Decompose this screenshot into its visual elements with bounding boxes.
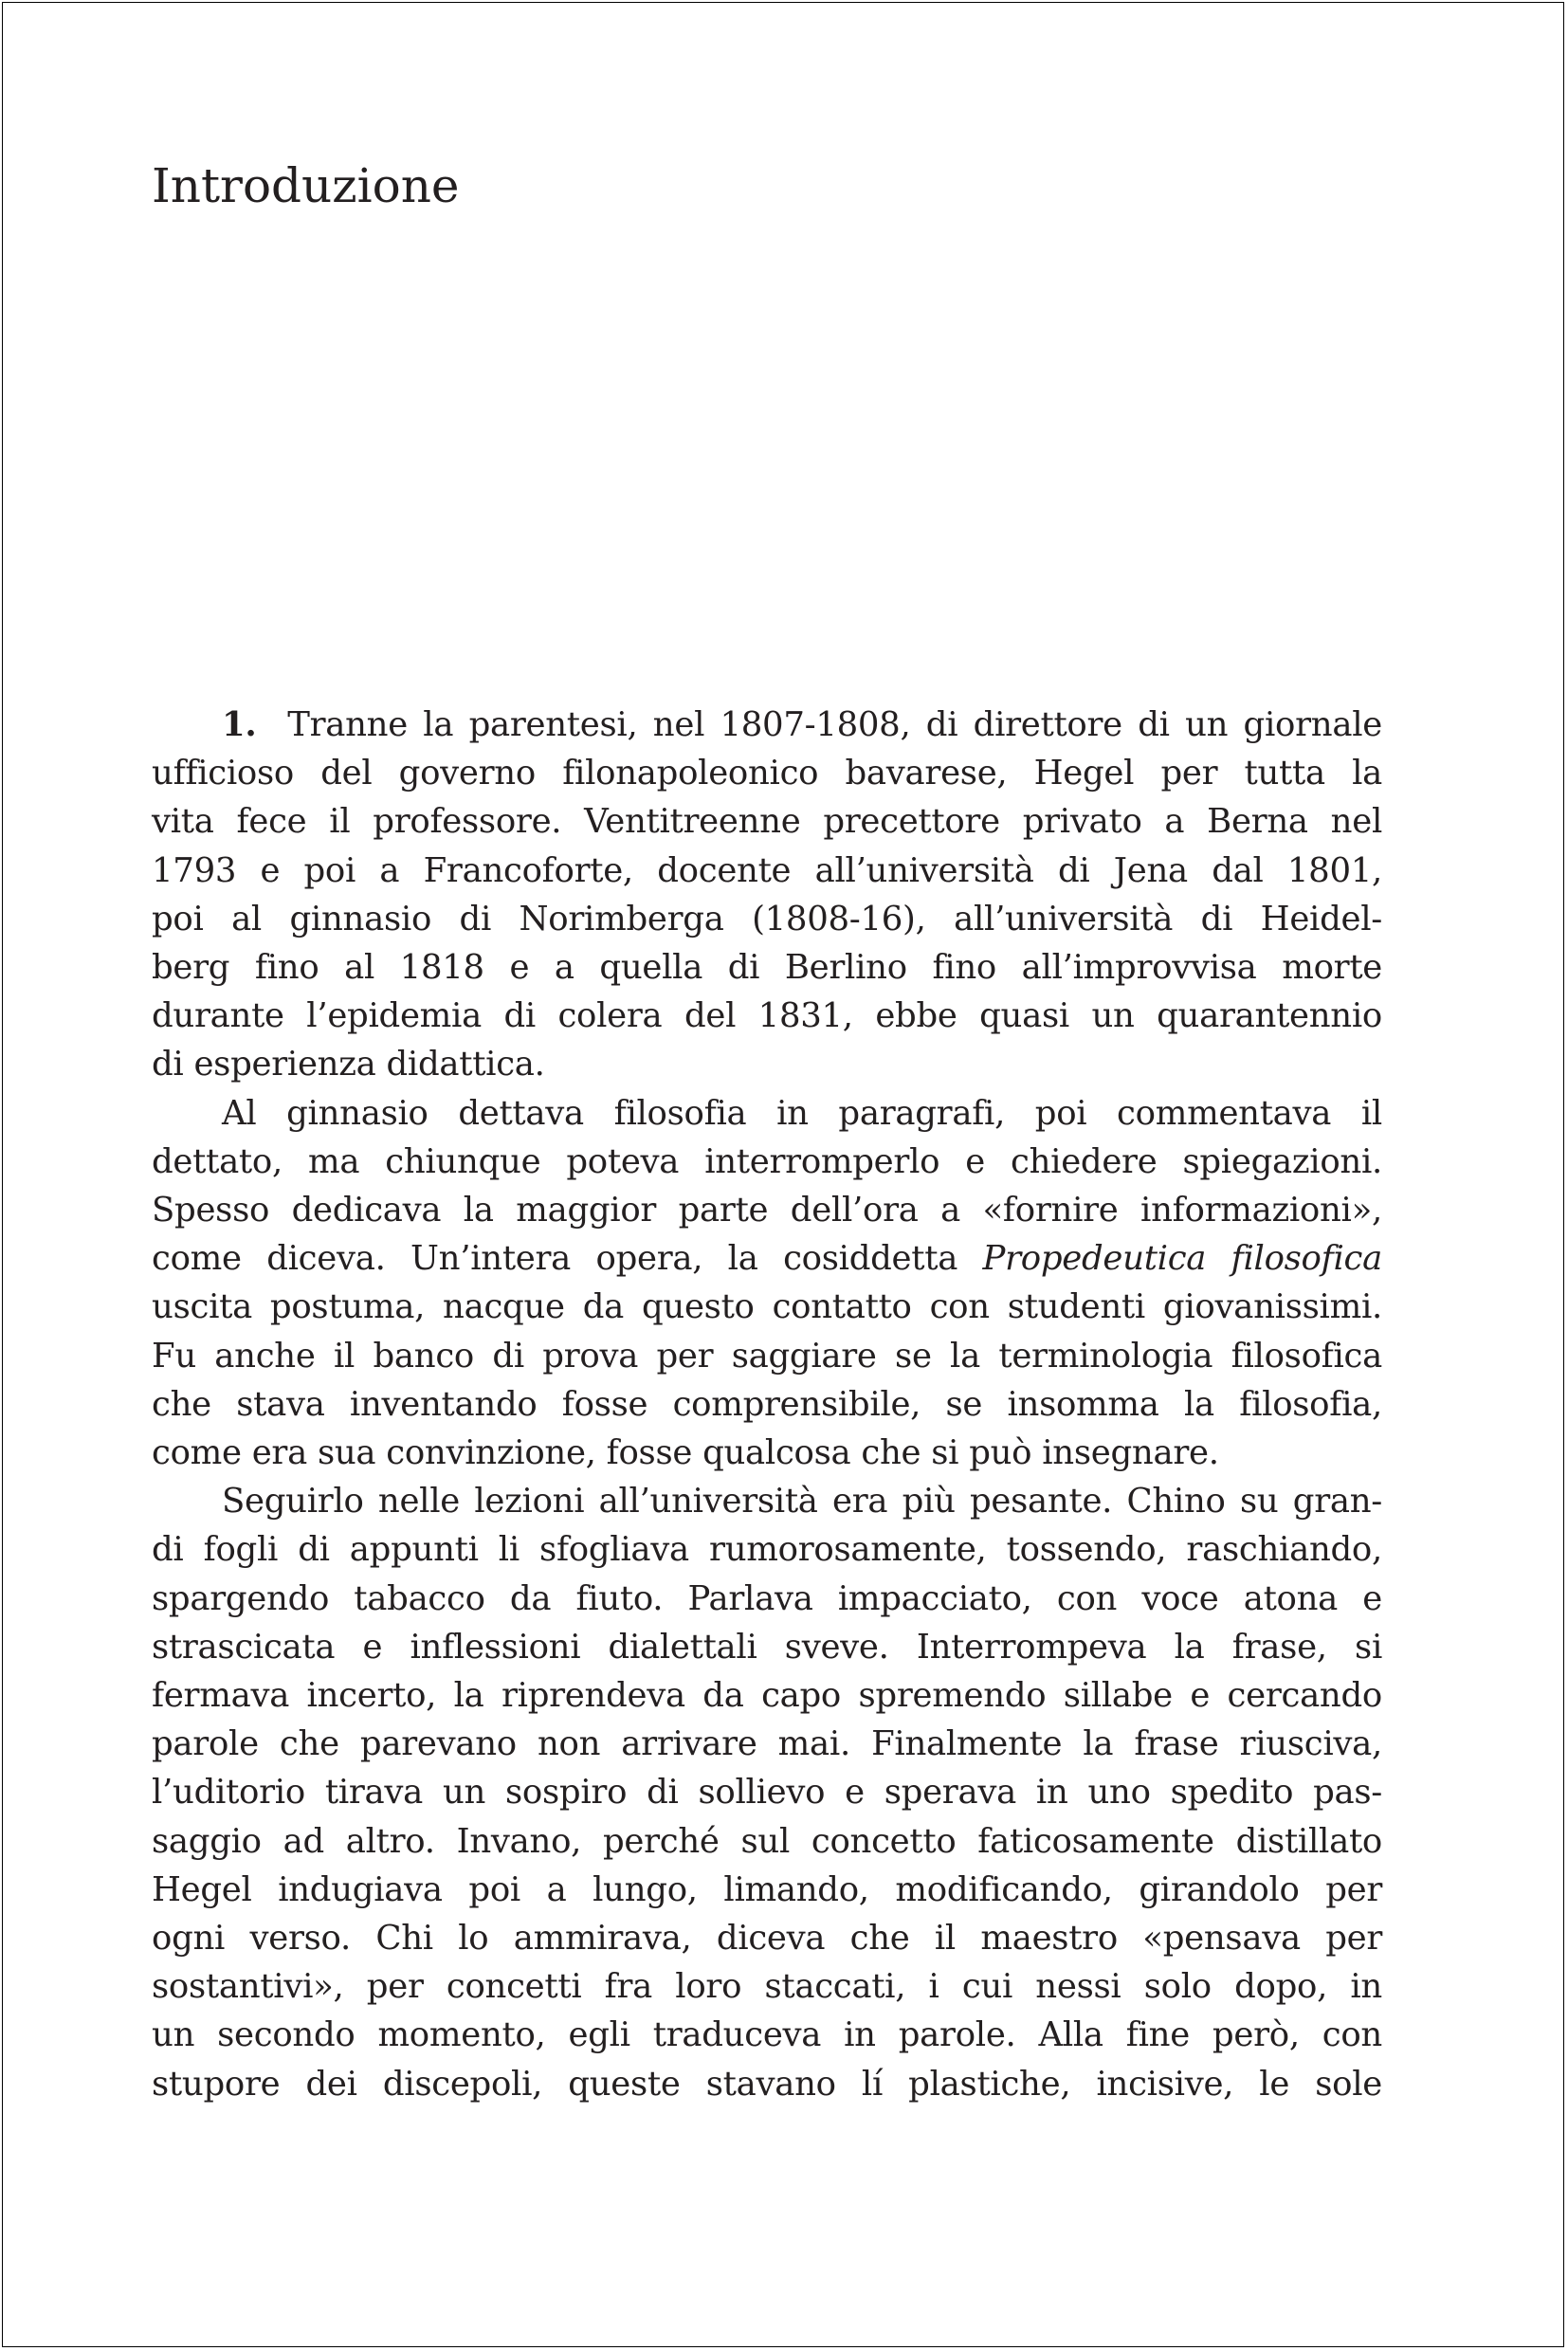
text-line: spargendo tabacco da fiuto. Parlava impacciato, con voce atona e: [152, 1578, 1382, 1618]
paragraph-3: [152, 1477, 1382, 2108]
text-line: Spesso dedicava la maggior parte dell’ora a «fornire informazioni»,: [152, 1191, 1382, 1230]
text-line: ogni verso. Chi lo ammirava, diceva che il maestro «pensava per: [152, 1919, 1382, 1959]
text-line: Hegel indugiava poi a lungo, limando, modificando, girandolo per: [152, 1869, 1382, 1909]
text-line: Al ginnasio dettava filosofia in paragrafi, poi commentava il: [222, 1093, 1382, 1133]
text-line: dettato, ma chiunque poteva interromperlo e chiedere spiegazioni.: [152, 1141, 1382, 1181]
text-line: berg fino al 1818 e a quella di Berlino fino all’improvvisa morte: [152, 948, 1382, 988]
text-line: 1793 e poi a Francoforte, docente all’università di Jena dal 1801,: [152, 850, 1382, 890]
text-line: di fogli di appunti li sfogliava rumorosamente, tossendo, raschiando,: [152, 1530, 1382, 1570]
text-line: sostantivi», per concetti fra loro staccati, i cui nessi solo dopo, in: [152, 1967, 1382, 2007]
text-line: Seguirlo nelle lezioni all’università era più pesante. Chino su gran-: [222, 1482, 1382, 1522]
text-line: che stava inventando fosse comprensibile, se insomma la filosofia,: [152, 1384, 1382, 1424]
text-line: l’uditorio tirava un sospiro di sollievo e sperava in uno spedito pas-: [152, 1773, 1382, 1813]
text-line: ufficioso del governo filonapoleonico bavarese, Hegel per tutta la: [152, 754, 1382, 793]
text-line: come diceva. Un’intera opera, la cosiddetta Propedeutica filosofica: [152, 1239, 1382, 1279]
text-line: di esperienza didattica.: [152, 1045, 545, 1084]
text-line: stupore dei discepoli, queste stavano lí plastiche, incisive, le sole: [152, 2064, 1382, 2104]
text-line: uscita postuma, nacque da questo contatto con studenti giovanissimi.: [152, 1287, 1382, 1327]
document-page: [2, 2, 1564, 2347]
text-line: parole che parevano non arrivare mai. Finalmente la frase riusciva,: [152, 1724, 1382, 1764]
paragraph-2: [152, 1089, 1382, 1478]
text-line: Fu anche il banco di prova per saggiare se la terminologia filosofica: [152, 1336, 1382, 1376]
text-line: vita fece il professore. Ventitreenne precettore privato a Berna nel: [152, 802, 1382, 842]
text-line: 1. Tranne la parentesi, nel 1807-1808, di direttore di un giornale: [222, 705, 1382, 744]
section-number: 1.: [222, 705, 257, 744]
text-line: come era sua convinzione, fosse qualcosa che si può insegnare.: [152, 1433, 1219, 1473]
text-line: saggio ad altro. Invano, perché sul concetto faticosamente distillato: [152, 1821, 1382, 1861]
italic-book-title: Propedeutica filosofica: [982, 1239, 1382, 1279]
paragraph-1: [152, 701, 1382, 1089]
body-text: [152, 701, 1382, 2108]
text-line: strascicata e inflessioni dialettali sveve. Interrompeva la frase, si: [152, 1627, 1382, 1667]
text-line: poi al ginnasio di Norimberga (1808-16), all’università di Heidel-: [152, 899, 1382, 939]
text-line: fermava incerto, la riprendeva da capo spremendo sillabe e cercando: [152, 1676, 1382, 1716]
chapter-title: Introduzione: [152, 158, 460, 213]
text-line: un secondo momento, egli traduceva in parole. Alla fine però, con: [152, 2015, 1382, 2055]
text-line: durante l’epidemia di colera del 1831, ebbe quasi un quarantennio: [152, 996, 1382, 1036]
